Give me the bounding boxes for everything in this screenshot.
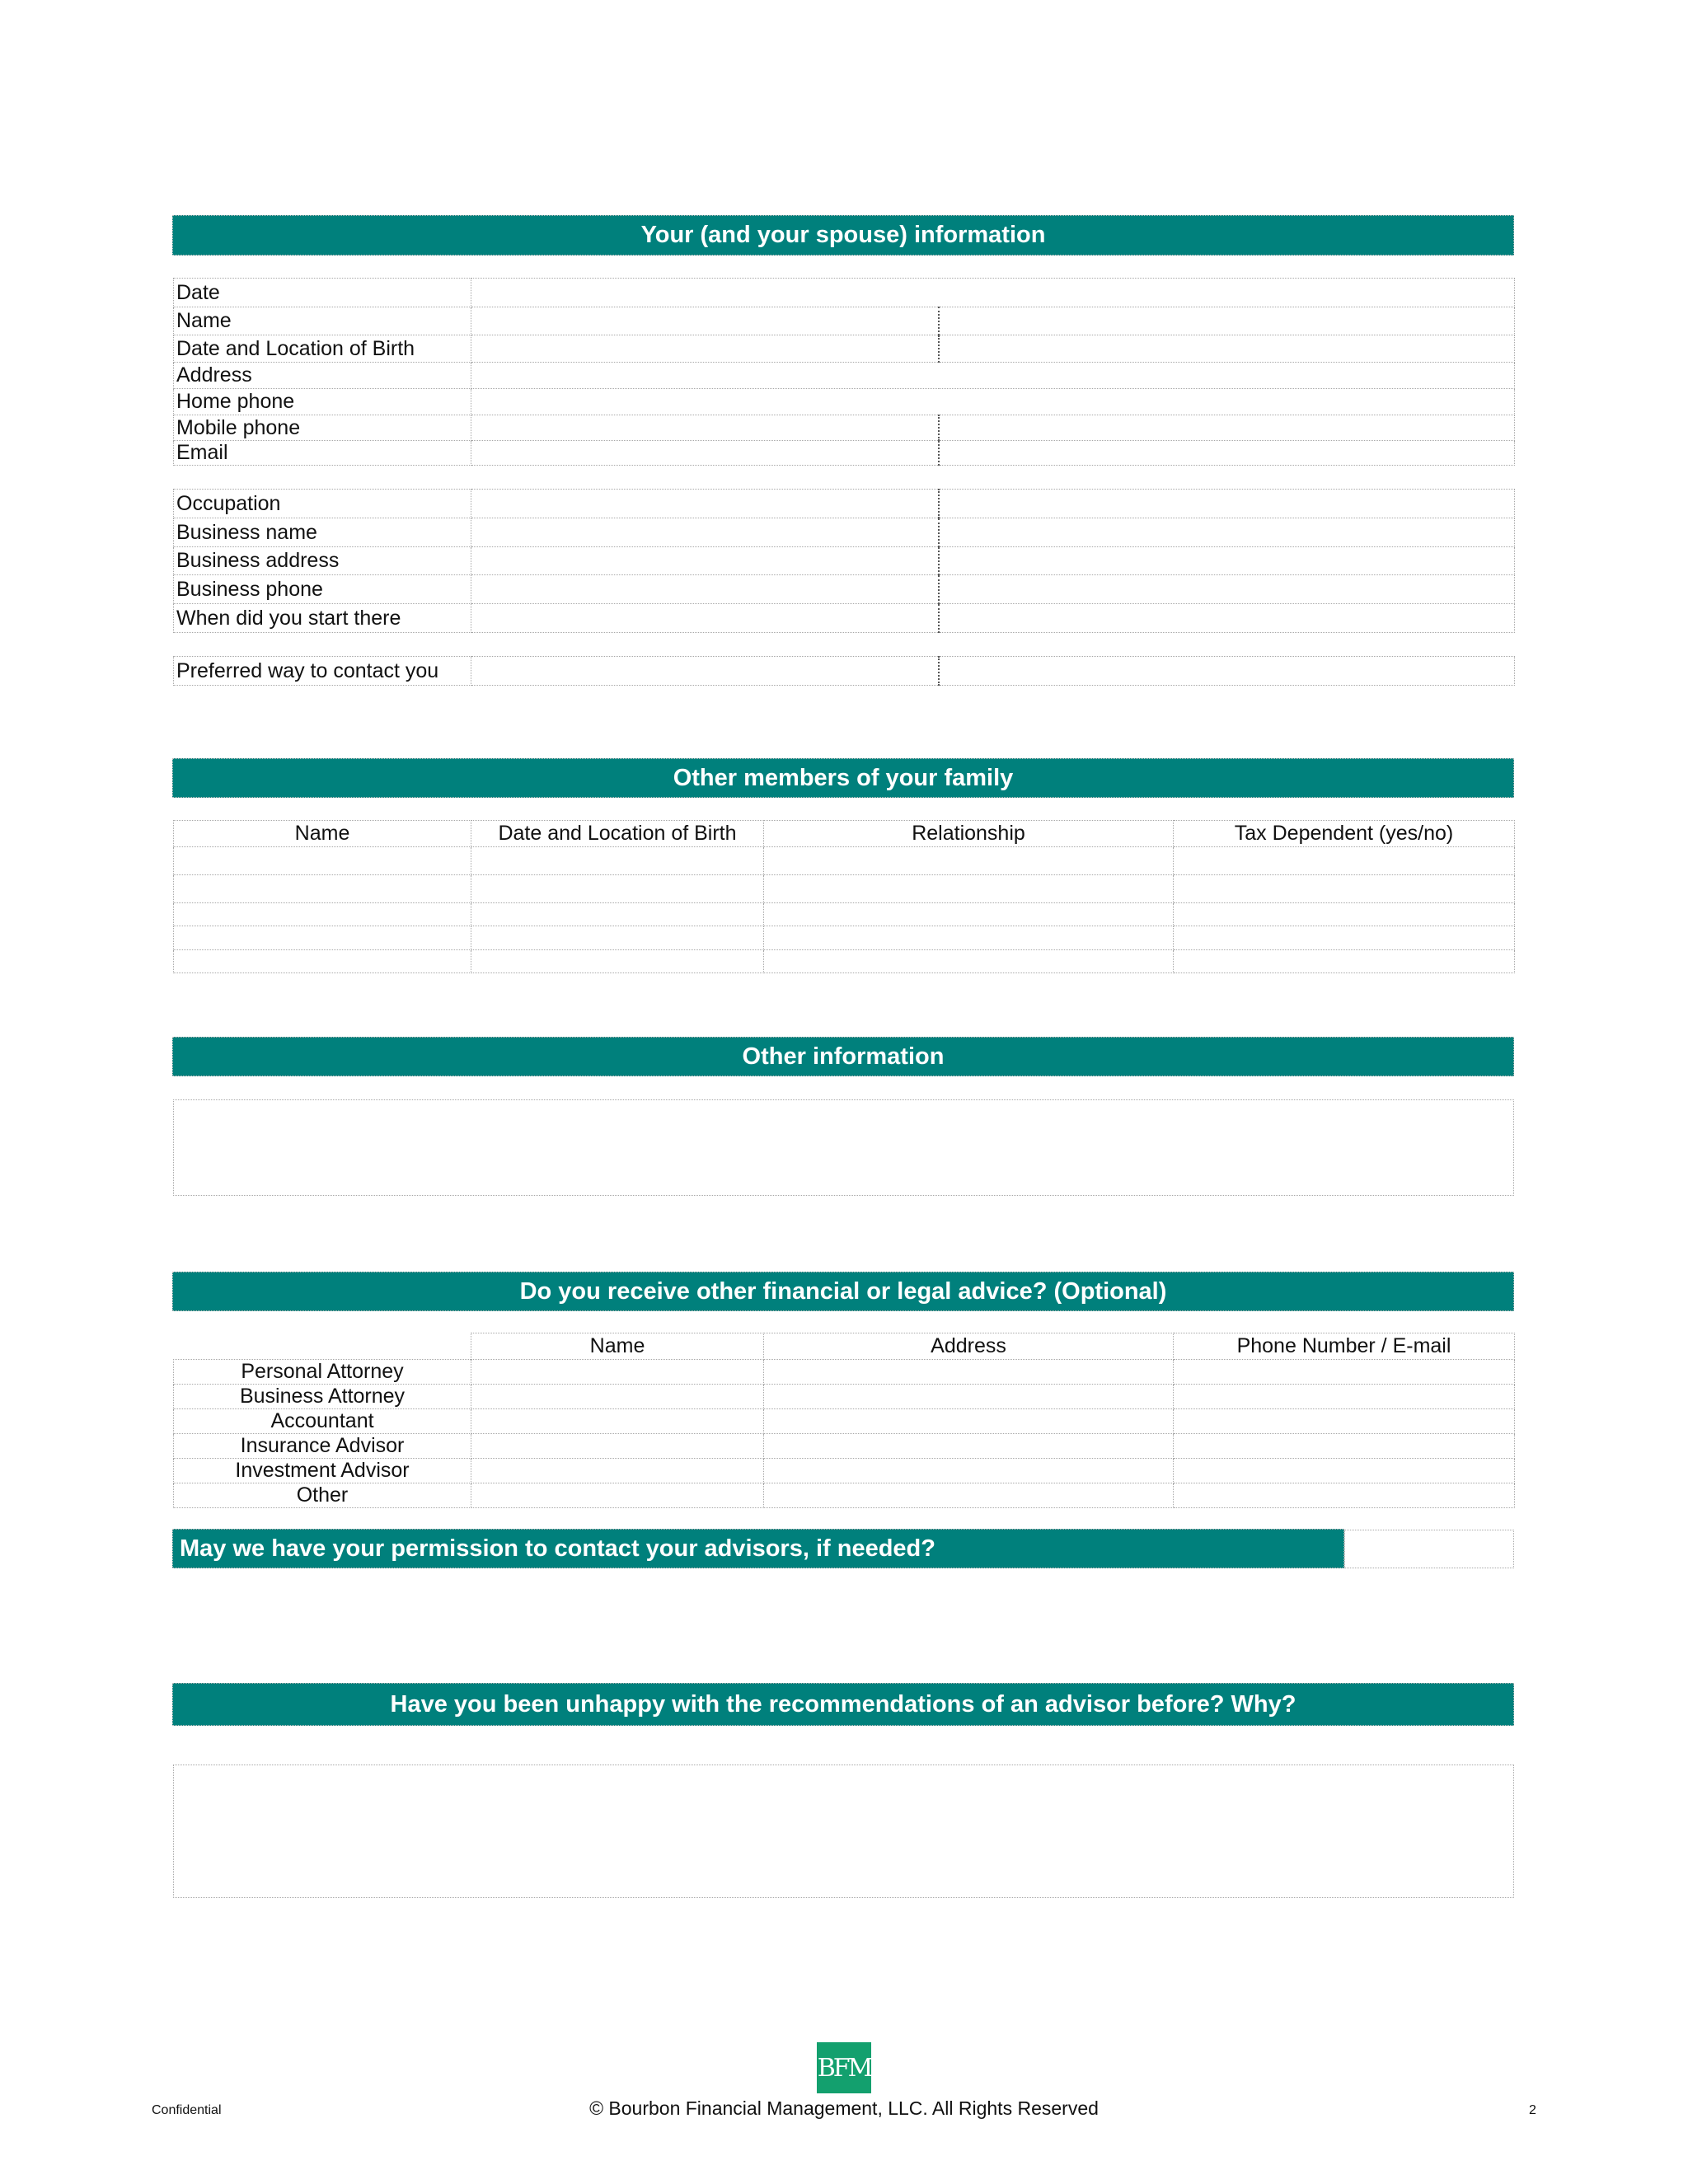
family-name-input[interactable] — [174, 926, 471, 950]
advisors-table — [173, 1333, 1515, 1508]
mobile-phone-input-spouse[interactable] — [939, 415, 1515, 441]
advisor-row — [174, 1409, 1515, 1434]
permission-question-text: May we have your permission to contact your advisors, if needed? — [180, 1535, 935, 1562]
address-input[interactable] — [471, 363, 1515, 389]
occupation-row — [174, 490, 1515, 518]
permission-question — [172, 1529, 1344, 1568]
advisor-role-label: Accountant — [174, 1409, 471, 1434]
family-tax-dependent-input[interactable] — [1174, 875, 1515, 903]
advisor-row — [174, 1483, 1515, 1508]
family-birth-input[interactable] — [471, 875, 764, 903]
section-header-other-info — [172, 1037, 1514, 1076]
family-tax-dependent-input[interactable] — [1174, 950, 1515, 973]
email-label: Email — [174, 441, 471, 466]
advisor-row — [174, 1385, 1515, 1409]
section-title: Other members of your family — [673, 764, 1014, 791]
family-header-row — [174, 821, 1515, 847]
bfm-logo — [817, 2042, 871, 2093]
advisor-role-label: Insurance Advisor — [174, 1434, 471, 1459]
advisor-name-input[interactable] — [471, 1459, 764, 1483]
family-tax-dependent-input[interactable] — [1174, 926, 1515, 950]
family-tax-dependent-input[interactable] — [1174, 903, 1515, 926]
advisor-name-input[interactable] — [471, 1409, 764, 1434]
section-title: Your (and your spouse) information — [640, 222, 1046, 248]
mobile-phone-label: Mobile phone — [174, 415, 471, 441]
family-name-input[interactable] — [174, 903, 471, 926]
business-name-input-client[interactable] — [471, 518, 939, 547]
business-name-row — [174, 518, 1515, 547]
preferred-contact-row — [174, 657, 1515, 686]
family-relationship-input[interactable] — [764, 903, 1174, 926]
advisor-role-label: Investment Advisor — [174, 1459, 471, 1483]
family-row — [174, 950, 1515, 973]
birth-input-client[interactable] — [471, 335, 939, 363]
advisor-role-label: Business Attorney — [174, 1385, 471, 1409]
mobile-phone-input-client[interactable] — [471, 415, 939, 441]
family-birth-input[interactable] — [471, 926, 764, 950]
email-row — [174, 441, 1515, 466]
family-relationship-input[interactable] — [764, 847, 1174, 875]
advisor-name-input[interactable] — [471, 1483, 764, 1508]
preferred-contact-label: Preferred way to contact you — [174, 657, 471, 686]
family-col-relationship: Relationship — [764, 821, 1174, 847]
advisor-contact-input[interactable] — [1174, 1459, 1515, 1483]
name-row — [174, 307, 1515, 335]
family-tax-dependent-input[interactable] — [1174, 847, 1515, 875]
start-input-client[interactable] — [471, 604, 939, 633]
section-title: Other information — [742, 1043, 945, 1070]
business-phone-input-client[interactable] — [471, 575, 939, 604]
family-col-tax-dependent: Tax Dependent (yes/no) — [1174, 821, 1515, 847]
date-label: Date — [174, 279, 471, 307]
home-phone-label: Home phone — [174, 389, 471, 415]
birth-label: Date and Location of Birth — [174, 335, 471, 363]
date-row — [174, 279, 1515, 307]
family-col-birth: Date and Location of Birth — [471, 821, 764, 847]
advisor-address-input[interactable] — [764, 1434, 1174, 1459]
birth-row — [174, 335, 1515, 363]
business-phone-input-spouse[interactable] — [939, 575, 1515, 604]
advisor-role-label: Other — [174, 1483, 471, 1508]
name-label: Name — [174, 307, 471, 335]
family-row — [174, 875, 1515, 903]
advisor-contact-input[interactable] — [1174, 1385, 1515, 1409]
business-phone-row — [174, 575, 1515, 604]
advisors-col-contact: Phone Number / E-mail — [1174, 1333, 1515, 1360]
advisor-name-input[interactable] — [471, 1434, 764, 1459]
family-birth-input[interactable] — [471, 903, 764, 926]
business-address-input-client[interactable] — [471, 547, 939, 575]
section-header-personal — [172, 215, 1514, 255]
name-input-spouse[interactable] — [939, 307, 1515, 335]
confidential-label: Confidential — [152, 2103, 222, 2117]
name-input-client[interactable] — [471, 307, 939, 335]
occupation-input-client[interactable] — [471, 490, 939, 518]
family-row — [174, 847, 1515, 875]
work-info-table — [173, 489, 1515, 633]
family-relationship-input[interactable] — [764, 875, 1174, 903]
advisors-corner — [174, 1333, 471, 1360]
advisor-address-input[interactable] — [764, 1483, 1174, 1508]
family-name-input[interactable] — [174, 847, 471, 875]
occupation-input-spouse[interactable] — [939, 490, 1515, 518]
date-input[interactable] — [471, 279, 1515, 307]
advisor-contact-input[interactable] — [1174, 1434, 1515, 1459]
advisor-row — [174, 1434, 1515, 1459]
section-header-family — [172, 758, 1514, 798]
advisor-name-input[interactable] — [471, 1360, 764, 1385]
family-col-name: Name — [174, 821, 471, 847]
advisor-contact-input[interactable] — [1174, 1360, 1515, 1385]
family-row — [174, 926, 1515, 950]
business-address-label: Business address — [174, 547, 471, 575]
copyright-notice: © Bourbon Financial Management, LLC. All Rights Reserved — [589, 2097, 1099, 2119]
advisors-header-row — [174, 1333, 1515, 1360]
business-name-label: Business name — [174, 518, 471, 547]
start-row — [174, 604, 1515, 633]
permission-answer-input[interactable] — [1344, 1530, 1514, 1568]
bfm-logo-text: BFM — [817, 2053, 871, 2083]
unhappy-textarea[interactable] — [173, 1765, 1514, 1898]
address-label: Address — [174, 363, 471, 389]
other-info-textarea[interactable] — [173, 1099, 1514, 1196]
advisor-role-label: Personal Attorney — [174, 1360, 471, 1385]
mobile-phone-row — [174, 415, 1515, 441]
advisor-row — [174, 1360, 1515, 1385]
home-phone-row — [174, 389, 1515, 415]
business-address-input-spouse[interactable] — [939, 547, 1515, 575]
family-birth-input[interactable] — [471, 950, 764, 973]
advisor-name-input[interactable] — [471, 1385, 764, 1409]
email-input-client[interactable] — [471, 441, 939, 466]
business-phone-label: Business phone — [174, 575, 471, 604]
birth-input-spouse[interactable] — [939, 335, 1515, 363]
family-relationship-input[interactable] — [764, 926, 1174, 950]
advisor-address-input[interactable] — [764, 1409, 1174, 1434]
family-relationship-input[interactable] — [764, 950, 1174, 973]
personal-info-table — [173, 278, 1515, 466]
preferred-contact-input-client[interactable] — [471, 657, 939, 686]
occupation-label: Occupation — [174, 490, 471, 518]
address-row — [174, 363, 1515, 389]
home-phone-input[interactable] — [471, 389, 1515, 415]
section-title: Do you receive other financial or legal advice? (Optional) — [519, 1277, 1167, 1305]
advisor-contact-input[interactable] — [1174, 1483, 1515, 1508]
section-header-advice — [172, 1272, 1514, 1311]
business-address-row — [174, 547, 1515, 575]
email-input-spouse[interactable] — [939, 441, 1515, 466]
family-birth-input[interactable] — [471, 847, 764, 875]
start-label: When did you start there — [174, 604, 471, 633]
advisor-contact-input[interactable] — [1174, 1409, 1515, 1434]
family-name-input[interactable] — [174, 950, 471, 973]
start-input-spouse[interactable] — [939, 604, 1515, 633]
advisor-row — [174, 1459, 1515, 1483]
contact-preference-table — [173, 656, 1515, 686]
business-name-input-spouse[interactable] — [939, 518, 1515, 547]
family-row — [174, 903, 1515, 926]
advisors-col-name: Name — [471, 1333, 764, 1360]
section-header-unhappy — [172, 1683, 1514, 1726]
page-number: 2 — [1529, 2103, 1536, 2117]
preferred-contact-input-spouse[interactable] — [939, 657, 1515, 686]
advisor-address-input[interactable] — [764, 1385, 1174, 1409]
advisors-col-address: Address — [764, 1333, 1174, 1360]
family-name-input[interactable] — [174, 875, 471, 903]
section-title: Have you been unhappy with the recommendations of an advisor before? Why? — [390, 1690, 1296, 1718]
advisor-address-input[interactable] — [764, 1360, 1174, 1385]
family-table — [173, 820, 1515, 973]
advisor-address-input[interactable] — [764, 1459, 1174, 1483]
